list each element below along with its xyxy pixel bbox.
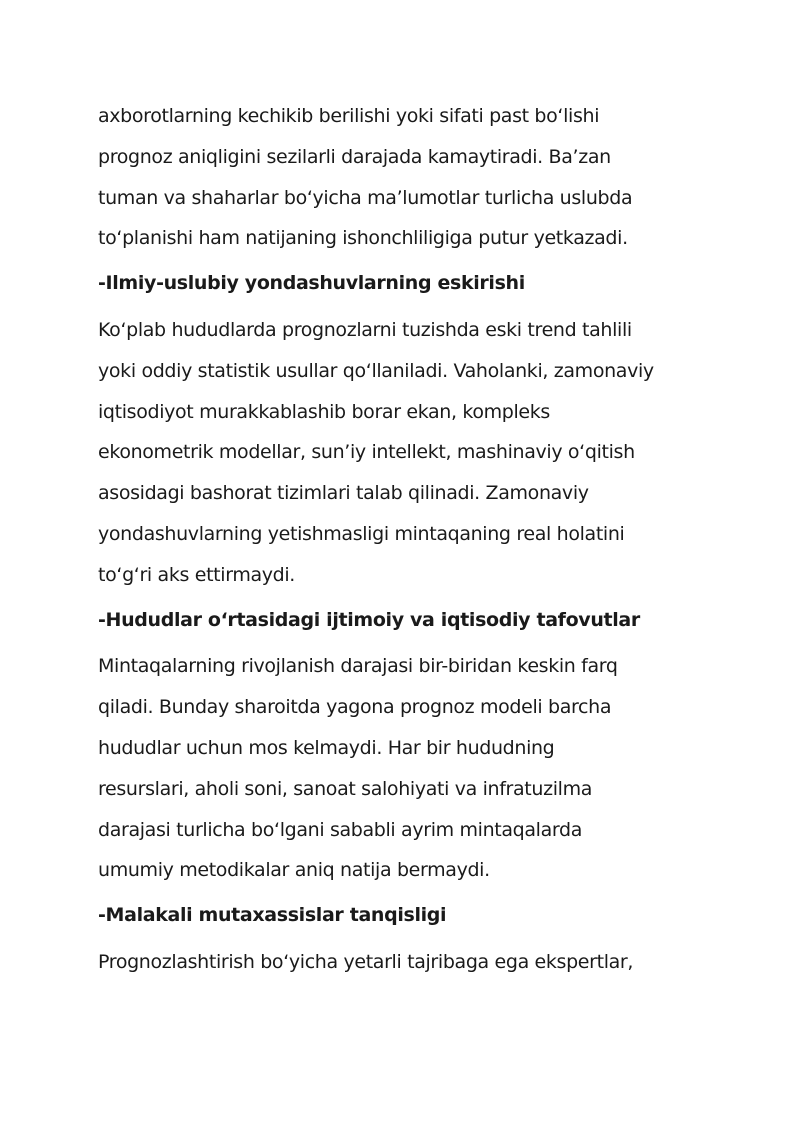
text-line: Mintaqalarning rivojlanish darajasi bir-biridan keskin farq (98, 655, 618, 678)
text-line: prognoz aniqligini sezilarli darajada kamaytiradi. Ba’zan (98, 145, 611, 168)
text-line: resurslari, aholi soni, sanoat salohiyati va infratuzilma (98, 777, 593, 800)
text-line: Prognozlashtirish bo‘yicha yetarli tajribaga ega ekspertlar, (98, 950, 634, 973)
section-heading-disparities: -Hududlar o‘rtasidagi ijtimoiy va iqtisodiy tafovutlar (98, 608, 640, 631)
text-line: Ko‘plab hududlarda prognozlarni tuzishda eski trend tahlili (98, 318, 632, 341)
text-line: ekonometrik modellar, sun’iy intellekt, mashinaviy o‘qitish (98, 441, 635, 464)
section-heading-methods: -Ilmiy-uslubiy yondashuvlarning eskirishi (98, 272, 525, 295)
text-line: iqtisodiyot murakkablashib borar ekan, kompleks (98, 400, 550, 423)
text-line: yoki oddiy statistik usullar qo‘llaniladi. Vaholanki, zamonaviy (98, 359, 654, 382)
text-line: yondashuvlarning yetishmasligi mintaqaning real holatini (98, 522, 625, 545)
text-line: to‘g‘ri aks ettirmaydi. (98, 563, 295, 586)
text-line: to‘planishi ham natijaning ishonchliligiga putur yetkazadi. (98, 227, 628, 250)
text-line: axborotlarning kechikib berilishi yoki sifati past bo‘lishi (98, 105, 600, 127)
section-heading-specialists: -Malakali mutaxassislar tanqisligi (98, 904, 447, 927)
paragraph-disparities (98, 646, 738, 891)
text-line: asosidagi bashorat tizimlari talab qilinadi. Zamonaviy (98, 482, 589, 505)
paragraph-methods (98, 310, 738, 596)
text-line: qiladi. Bunday sharoitda yagona prognoz modeli barcha (98, 696, 612, 719)
paragraph-specialists (98, 942, 738, 983)
text-line: hududlar uchun mos kelmaydi. Har bir hududning (98, 736, 555, 759)
text-line: tuman va shaharlar bo‘yicha ma’lumotlar turlicha uslubda (98, 186, 633, 209)
text-line: darajasi turlicha bo‘lgani sababli ayrim mintaqalarda (98, 818, 583, 841)
text-line: umumiy metodikalar aniq natija bermaydi. (98, 859, 490, 882)
paragraph-data-quality (98, 96, 738, 259)
document-page (98, 96, 738, 983)
